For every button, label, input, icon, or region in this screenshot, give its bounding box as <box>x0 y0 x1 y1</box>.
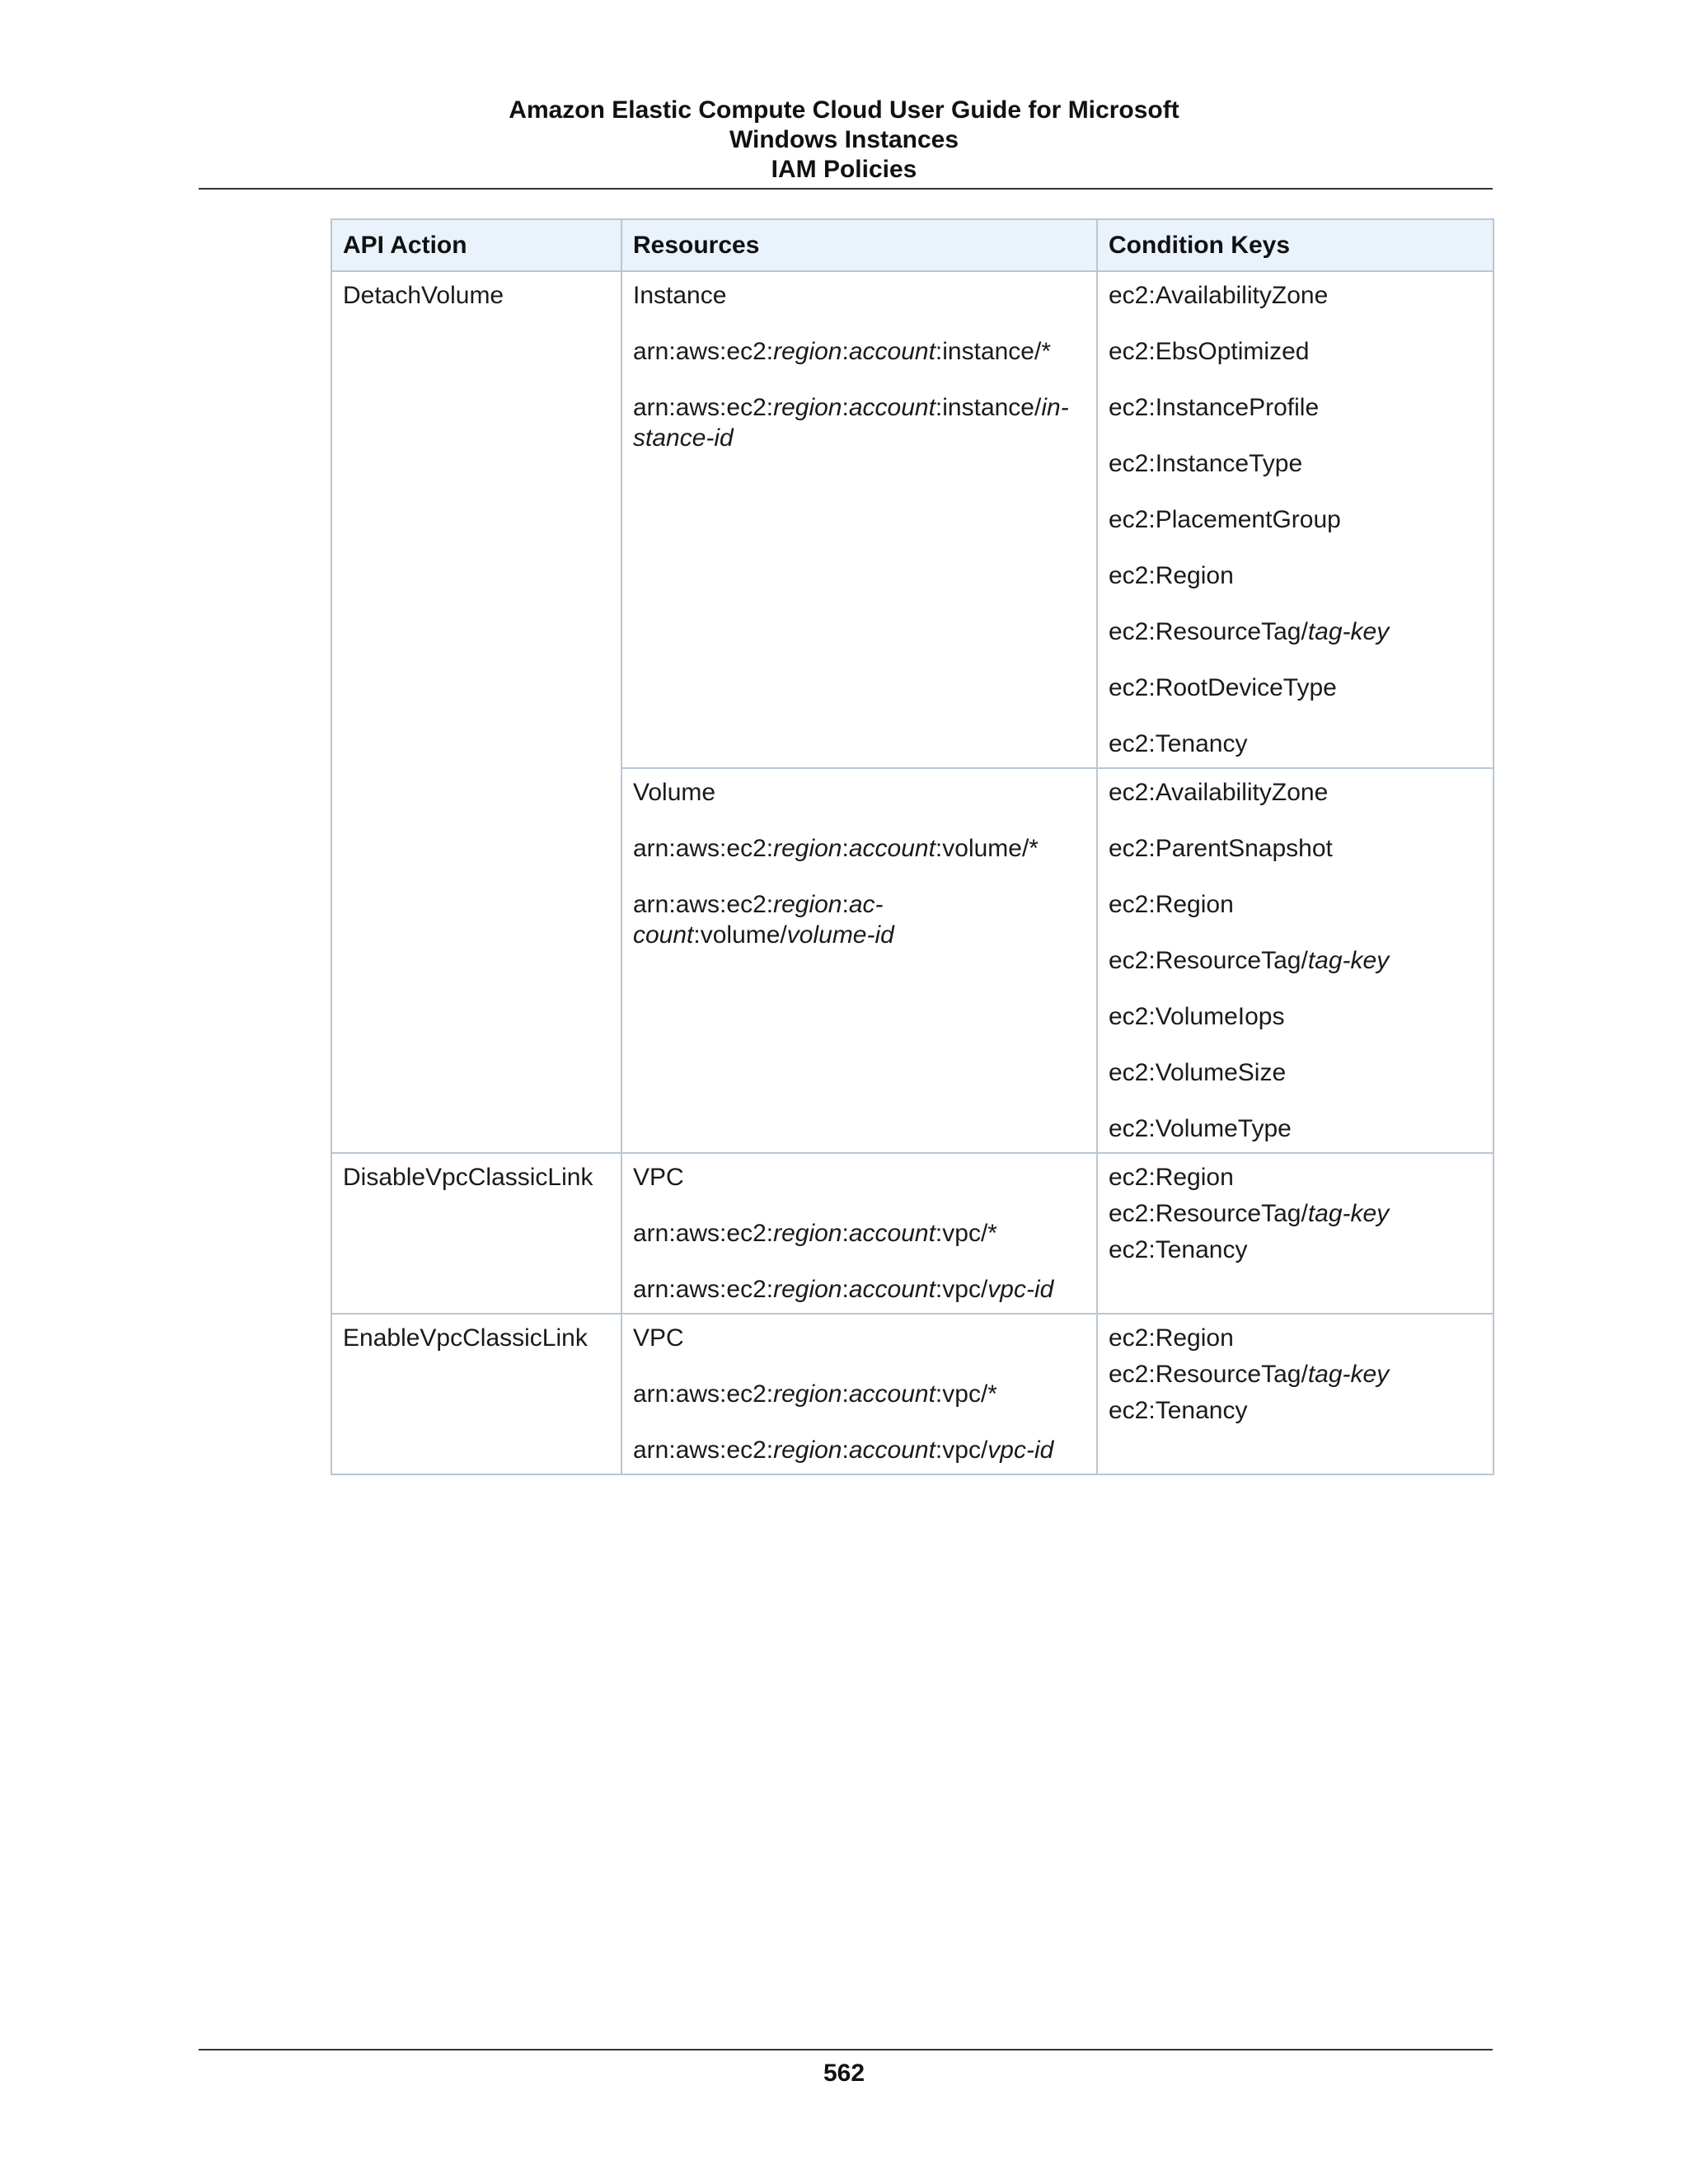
condition-key: ec2:Region <box>1109 891 1234 918</box>
header-title-line-2: Windows Instances <box>729 126 959 153</box>
condition-key: ec2:VolumeType <box>1109 1115 1292 1142</box>
table-row <box>331 1153 1493 1314</box>
table-row <box>331 1314 1493 1474</box>
condition-key: ec2:ResourceTag/tag-key <box>1109 1361 1390 1388</box>
resource-arn: arn:aws:ec2:region:account:instance/* <box>633 338 1052 365</box>
condition-keys-cell <box>1097 1314 1493 1474</box>
condition-key: ec2:ResourceTag/tag-key <box>1109 618 1390 645</box>
condition-key: ec2:ResourceTag/tag-key <box>1109 947 1390 974</box>
api-action-cell: DetachVolume <box>331 271 621 1153</box>
column-header-api-action: API Action <box>331 219 621 271</box>
resource-arn: arn:aws:ec2:region:account:vpc/vpc-id <box>633 1276 1054 1303</box>
condition-key: ec2:InstanceProfile <box>1109 394 1320 421</box>
header-divider <box>199 188 1493 190</box>
condition-key: ec2:Tenancy <box>1109 730 1248 757</box>
header-title-line-1: Amazon Elastic Compute Cloud User Guide for Microsoft <box>509 96 1179 124</box>
resource-arn: arn:aws:ec2:region:account:vpc/vpc-id <box>633 1436 1054 1464</box>
table-row <box>331 271 1493 768</box>
iam-policy-table <box>331 218 1494 1475</box>
resource-arn: arn:aws:ec2:region:account:instance/in-stance-id <box>633 394 1069 452</box>
condition-key: ec2:Tenancy <box>1109 1397 1248 1424</box>
condition-key: ec2:PlacementGroup <box>1109 506 1341 533</box>
condition-keys-cell <box>1097 1153 1493 1314</box>
condition-key: ec2:VolumeSize <box>1109 1059 1287 1086</box>
column-header-resources: Resources <box>621 219 1097 271</box>
condition-key: ec2:RootDeviceType <box>1109 674 1337 701</box>
resources-cell <box>621 1153 1097 1314</box>
column-header-condition-keys: Condition Keys <box>1097 219 1493 271</box>
resource-arn: arn:aws:ec2:region:ac-count:volume/volume-id <box>633 891 894 949</box>
condition-key: ec2:Tenancy <box>1109 1236 1248 1263</box>
condition-key: ec2:AvailabilityZone <box>1109 779 1329 806</box>
resource-name: Volume <box>633 779 716 806</box>
condition-key: ec2:AvailabilityZone <box>1109 282 1329 309</box>
api-action-cell: EnableVpcClassicLink <box>331 1314 621 1474</box>
page-number: 562 <box>823 2060 865 2087</box>
footer-divider <box>199 2049 1493 2050</box>
resources-cell <box>621 768 1097 1153</box>
condition-key: ec2:ResourceTag/tag-key <box>1109 1200 1390 1227</box>
resource-name: Instance <box>633 282 727 309</box>
condition-key: ec2:EbsOptimized <box>1109 338 1310 365</box>
condition-keys-cell <box>1097 271 1493 768</box>
header-section-title: IAM Policies <box>771 156 917 183</box>
api-action-cell: DisableVpcClassicLink <box>331 1153 621 1314</box>
resource-arn: arn:aws:ec2:region:account:volume/* <box>633 835 1039 862</box>
condition-key: ec2:Region <box>1109 1164 1234 1191</box>
page-header <box>0 96 1688 185</box>
table-header-row <box>331 219 1493 271</box>
resource-name: VPC <box>633 1324 684 1352</box>
resource-name: VPC <box>633 1164 684 1191</box>
resource-arn: arn:aws:ec2:region:account:vpc/* <box>633 1380 997 1408</box>
condition-key: ec2:VolumeIops <box>1109 1003 1285 1030</box>
condition-key: ec2:InstanceType <box>1109 450 1303 477</box>
resource-arn: arn:aws:ec2:region:account:vpc/* <box>633 1220 997 1247</box>
resources-cell <box>621 1314 1097 1474</box>
condition-key: ec2:Region <box>1109 1324 1234 1352</box>
condition-key: ec2:ParentSnapshot <box>1109 835 1333 862</box>
resources-cell <box>621 271 1097 768</box>
condition-keys-cell <box>1097 768 1493 1153</box>
condition-key: ec2:Region <box>1109 562 1234 589</box>
